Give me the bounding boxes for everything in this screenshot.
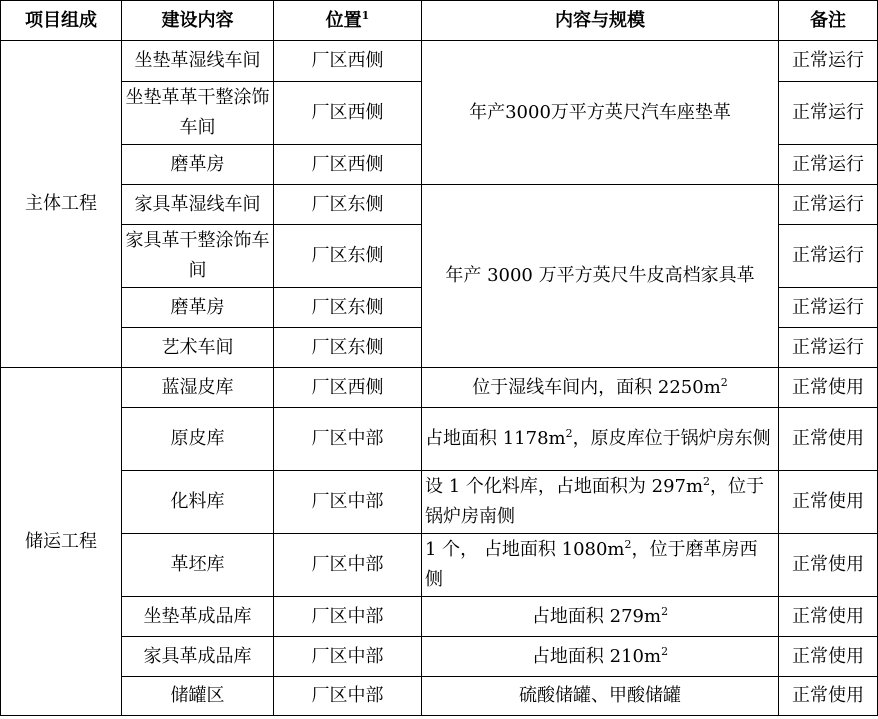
scale-unit-sup: 2 xyxy=(720,375,728,389)
scale-tail: ，原皮库位于锅炉房东侧 xyxy=(572,428,771,449)
note-cell: 正常使用 xyxy=(779,534,878,597)
group-main-engineering: 主体工程 xyxy=(1,41,122,368)
scale-cell xyxy=(422,408,779,471)
location-cell: 厂区西侧 xyxy=(274,41,422,82)
note-cell: 正常运行 xyxy=(779,41,878,82)
group-storage-engineering: 储运工程 xyxy=(1,368,122,716)
note-cell: 正常运行 xyxy=(779,145,878,185)
scale-text: 位于湿线车间内，面积 2250m xyxy=(472,376,721,398)
content-cell: 原皮库 xyxy=(122,408,274,471)
location-cell: 厂区中部 xyxy=(274,597,422,637)
note-cell: 正常运行 xyxy=(779,225,878,288)
scale-cell xyxy=(422,471,779,534)
table-row xyxy=(1,597,878,637)
table-row xyxy=(1,185,878,225)
location-cell: 厂区中部 xyxy=(274,534,422,597)
header-row xyxy=(1,1,878,41)
scale-unit-sup: 2 xyxy=(565,427,573,440)
note-cell: 正常运行 xyxy=(779,288,878,328)
note-cell: 正常使用 xyxy=(779,597,878,637)
location-cell: 厂区中部 xyxy=(274,408,422,471)
header-content-scale: 内容与规模 xyxy=(422,1,779,41)
location-cell: 厂区西侧 xyxy=(274,145,422,185)
scale-text: 设 1 个化料库，占地面积为 297m xyxy=(425,476,704,497)
header-construction-content: 建设内容 xyxy=(122,1,274,41)
content-cell: 家具革成品库 xyxy=(122,637,274,677)
scale-text: 硫酸储罐、甲酸储罐 xyxy=(519,685,681,706)
table-row xyxy=(1,677,878,716)
note-cell: 正常使用 xyxy=(779,408,878,471)
content-cell: 化料库 xyxy=(122,471,274,534)
location-cell: 厂区东侧 xyxy=(274,328,422,368)
location-cell: 厂区西侧 xyxy=(274,368,422,408)
content-cell: 坐垫革湿线车间 xyxy=(122,41,274,82)
location-cell: 厂区东侧 xyxy=(274,185,422,225)
content-cell: 革坯库 xyxy=(122,534,274,597)
header-location xyxy=(274,1,422,41)
scale-unit-sup: 2 xyxy=(661,644,669,658)
table-row xyxy=(1,637,878,677)
location-cell: 厂区西侧 xyxy=(274,82,422,145)
location-cell: 厂区中部 xyxy=(274,677,422,716)
table-row xyxy=(1,471,878,534)
header-remarks: 备注 xyxy=(779,1,878,41)
scale-tail: ，位于锅炉房南侧 xyxy=(425,476,765,527)
scale-unit-sup: 2 xyxy=(624,538,632,551)
content-cell: 磨革房 xyxy=(122,288,274,328)
table-row xyxy=(1,534,878,597)
scale-text: 占地面积 210m xyxy=(531,645,662,667)
location-cell: 厂区东侧 xyxy=(274,225,422,288)
scale-furniture-leather: 年产 3000 万平方英尺牛皮高档家具革 xyxy=(422,185,779,368)
note-cell: 正常使用 xyxy=(779,368,878,408)
header-location-label: 位置 xyxy=(325,9,362,31)
header-project-composition: 项目组成 xyxy=(1,1,122,41)
header-location-footnote: 1 xyxy=(361,8,370,22)
scale-text: 占地面积 279m xyxy=(531,605,662,627)
content-cell: 蓝湿皮库 xyxy=(122,368,274,408)
location-cell: 厂区中部 xyxy=(274,471,422,534)
scale-cell xyxy=(422,534,779,597)
location-cell: 厂区中部 xyxy=(274,637,422,677)
content-cell: 坐垫革成品库 xyxy=(122,597,274,637)
content-cell: 储罐区 xyxy=(122,677,274,716)
note-cell: 正常运行 xyxy=(779,185,878,225)
scale-cell xyxy=(422,368,779,408)
table-row xyxy=(1,41,878,82)
scale-cell xyxy=(422,597,779,637)
content-cell: 坐垫革革干整涂饰车间 xyxy=(122,82,274,145)
scale-unit-sup: 2 xyxy=(661,604,669,618)
note-cell: 正常运行 xyxy=(779,328,878,368)
scale-unit-sup: 2 xyxy=(703,475,711,488)
table-row xyxy=(1,368,878,408)
note-cell: 正常使用 xyxy=(779,471,878,534)
content-cell: 艺术车间 xyxy=(122,328,274,368)
table-row xyxy=(1,408,878,471)
content-cell: 磨革房 xyxy=(122,145,274,185)
scale-text: 1 个， 占地面积 1080m xyxy=(425,539,625,560)
scale-cell xyxy=(422,637,779,677)
note-cell: 正常运行 xyxy=(779,82,878,145)
note-cell: 正常使用 xyxy=(779,637,878,677)
location-cell: 厂区东侧 xyxy=(274,288,422,328)
scale-cell xyxy=(422,677,779,716)
content-cell: 家具革干整涂饰车间 xyxy=(122,225,274,288)
note-cell: 正常使用 xyxy=(779,677,878,716)
scale-text: 占地面积 1178m xyxy=(425,428,566,449)
scale-tail: ，位于磨革房西侧 xyxy=(425,539,758,590)
scale-seat-leather: 年产3000万平方英尺汽车座垫革 xyxy=(422,41,779,185)
content-cell: 家具革湿线车间 xyxy=(122,185,274,225)
